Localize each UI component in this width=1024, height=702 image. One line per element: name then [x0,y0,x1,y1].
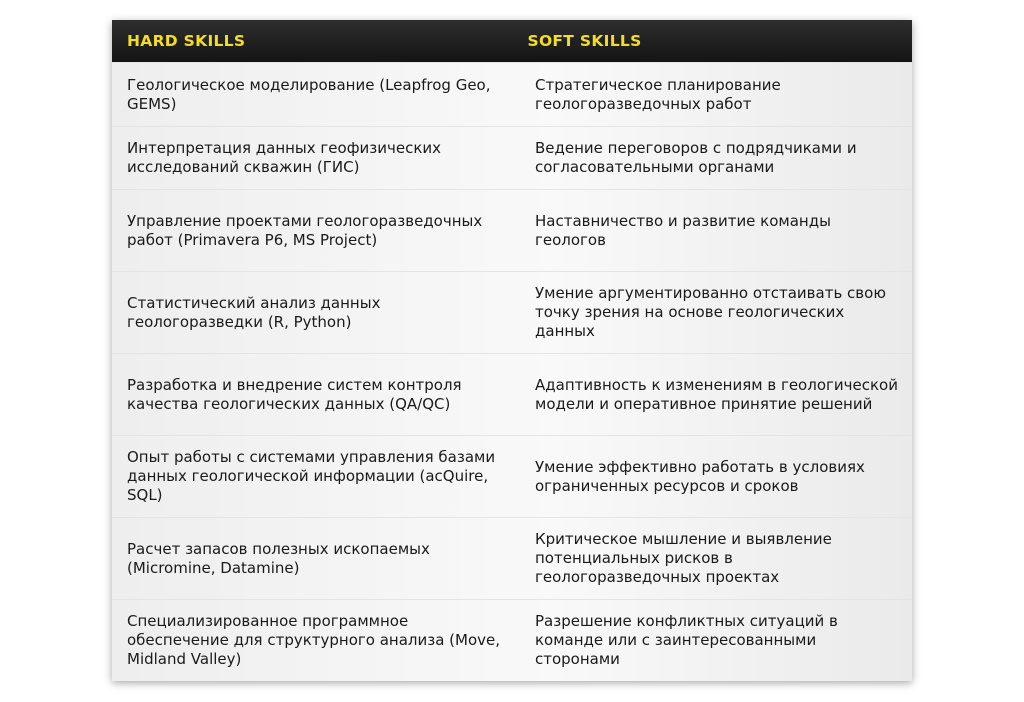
hard-skill-cell: Статистический анализ данных геологоразведки (R, Python) [127,293,381,331]
hard-skill-cell: Разработка и внедрение систем контроля качества геологических данных (QA/QC) [127,375,462,413]
hard-skill-cell: Расчет запасов полезных ископаемых (Micromine, Datamine) [127,539,430,577]
table-row [112,189,912,271]
table-row [112,62,912,126]
table-row [112,435,912,517]
hard-skill-cell: Опыт работы с системами управления базами данных геологической информации (acQuire, SQL) [127,448,496,504]
soft-skill-cell: Умение эффективно работать в условиях ограниченных ресурсов и сроков [535,457,865,495]
skills-table [112,20,912,681]
table-row [112,271,912,353]
header-soft-skills: SOFT SKILLS [527,32,642,50]
hard-skill-cell: Геологическое моделирование (Leapfrog Geo, GEMS) [127,75,491,113]
soft-skill-cell: Стратегическое планирование геологоразведочных работ [535,75,781,113]
hard-skill-cell: Специализированное программное обеспечение для структурного анализа (Move, Midland Valley) [127,612,501,668]
table-row [112,517,912,599]
soft-skill-cell: Разрешение конфликтных ситуаций в команде или с заинтересованными сторонами [535,612,838,668]
soft-skill-cell: Наставничество и развитие команды геологов [535,211,831,249]
table-row [112,599,912,681]
hard-skill-cell: Управление проектами геологоразведочных работ (Primavera P6, MS Project) [127,211,483,249]
hard-skill-cell: Интерпретация данных геофизических исследований скважин (ГИС) [127,139,442,176]
soft-skill-cell: Ведение переговоров с подрядчиками и согласовательными органами [535,139,857,176]
soft-skill-cell: Умение аргументированно отстаивать свою точку зрения на основе геологических данных [535,284,886,340]
table-header [112,20,912,62]
header-hard-skills: HARD SKILLS [127,32,246,50]
soft-skill-cell: Адаптивность к изменениям в геологической модели и оперативное принятие решений [535,375,898,413]
table-row [112,126,912,189]
table-row [112,353,912,435]
soft-skill-cell: Критическое мышление и выявление потенциальных рисков в геологоразведочных проектах [535,530,832,586]
